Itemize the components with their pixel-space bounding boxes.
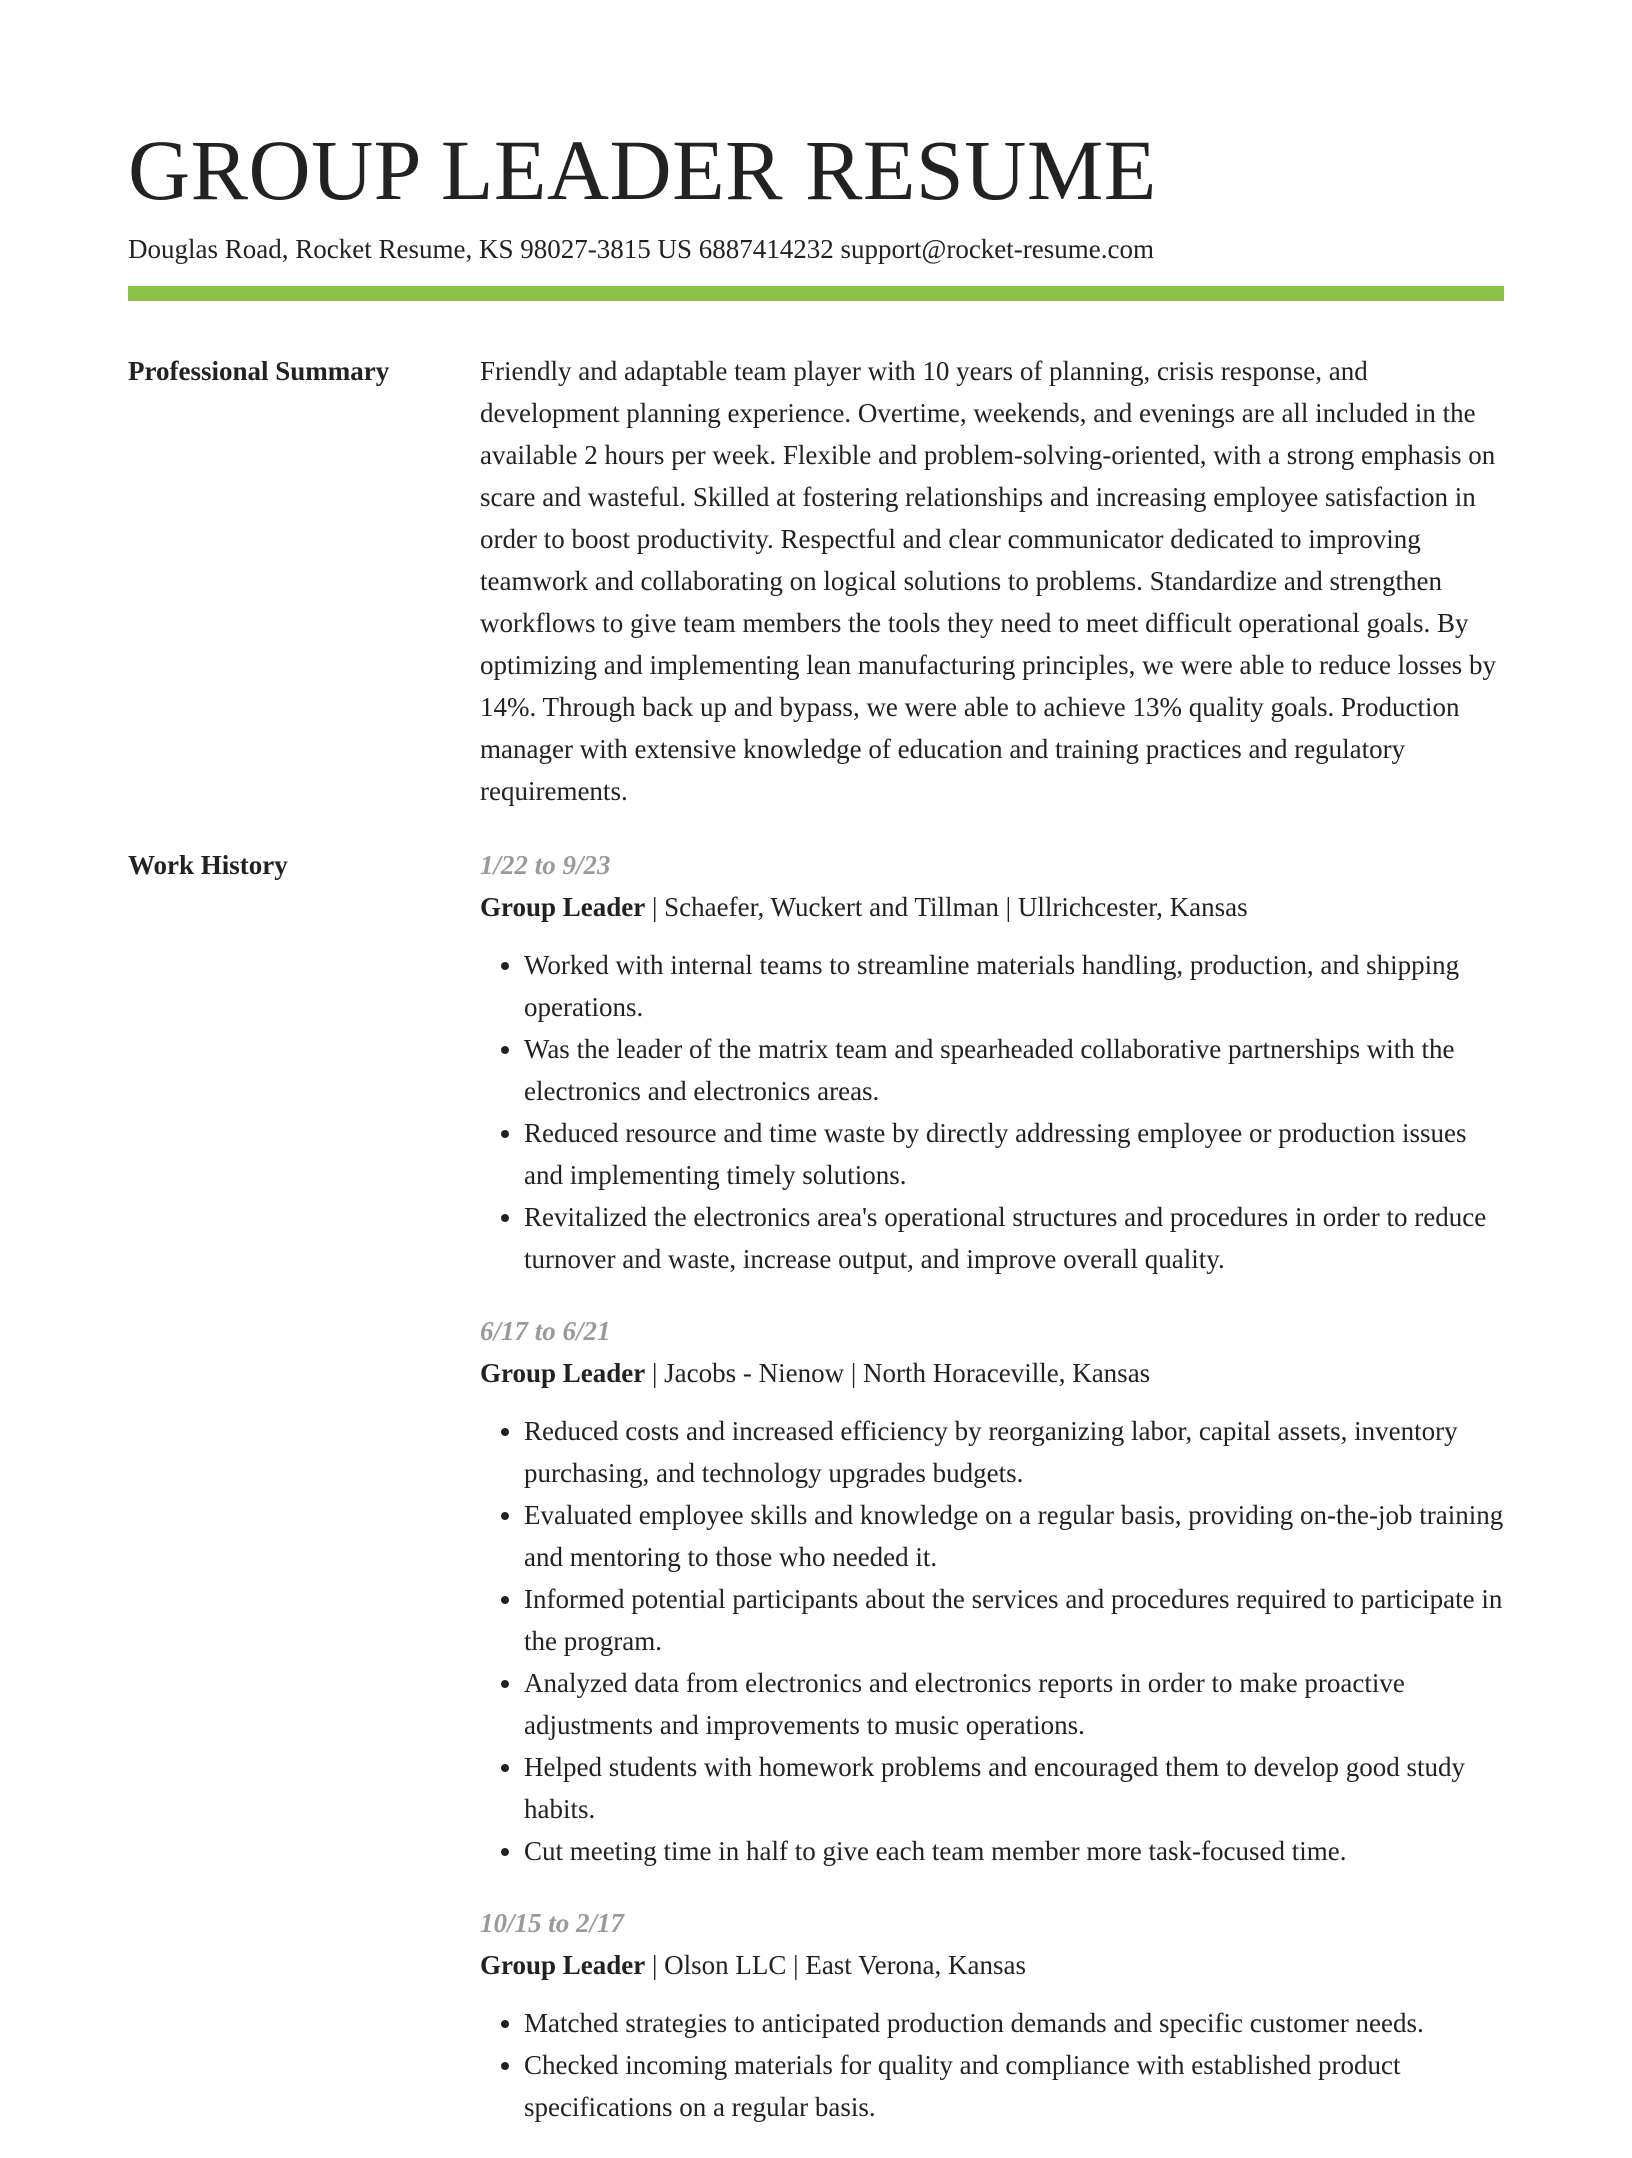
job-bullet: • Cut meeting time in half to give each team member more task-focused time. [524, 1830, 1504, 1872]
job-entry [480, 1310, 1504, 1872]
summary-text: Friendly and adaptable team player with 10 years of planning, crisis response, and development planning experience. Overtime, weekends, and evenings are all included in the available 2 hours per week. Flexible and problem-solving-oriented, with a strong emphasis on scare and wasteful. Skilled at fostering relationships and increasing employee satisfaction in order to boost productivity. Respectful and clear communicator dedicated to improving teamwork and collaborating on logical solutions to problems. Standardize and strengthen workflows to give team members the tools they need to meet difficult operational goals. By optimizing and implementing lean manufacturing principles, we were able to reduce losses by 14%. Through back up and bypass, we were able to achieve 13% quality goals. Production manager with extensive knowledge of education and training practices and regulatory requirements. [480, 356, 1496, 806]
contact-line: Douglas Road, Rocket Resume, KS 98027-3815 US 6887414232 support@rocket-resume.com [128, 234, 1154, 264]
job-entry [480, 1902, 1504, 2128]
job-dates: 6/17 to 6/21 [480, 1316, 611, 1346]
job-bullet: • Reduced resource and time waste by directly addressing employee or production issues and implementing timely solutions. [524, 1112, 1504, 1196]
job-title: Group Leader [480, 892, 646, 922]
job-employer-location: | Olson LLC | East Verona, Kansas [645, 1950, 1027, 1980]
job-bullet: • Informed potential participants about the services and procedures required to participate in the program. [524, 1578, 1504, 1662]
job-bullet-list [480, 1410, 1504, 1872]
job-bullet-list [480, 944, 1504, 1280]
job-employer-location: | Jacobs - Nienow | North Horaceville, Kansas [645, 1358, 1151, 1388]
summary-section [480, 350, 1504, 812]
job-title: Group Leader [480, 1950, 646, 1980]
job-heading [480, 1352, 1504, 1394]
work-history-heading: Work History [128, 850, 288, 880]
job-dates: 10/15 to 2/17 [480, 1908, 625, 1938]
accent-divider [128, 286, 1504, 301]
job-entry [480, 844, 1504, 1280]
job-bullet: • Helped students with homework problems and encouraged them to develop good study habits. [524, 1746, 1504, 1830]
job-bullet: • Analyzed data from electronics and electronics reports in order to make proactive adjustments and improvements to music operations. [524, 1662, 1504, 1746]
resume-title: GROUP LEADER RESUME [128, 122, 1157, 218]
job-title: Group Leader [480, 1358, 646, 1388]
job-dates: 1/22 to 9/23 [480, 850, 611, 880]
job-employer-location: | Schaefer, Wuckert and Tillman | Ullrichcester, Kansas [645, 892, 1248, 922]
job-bullet: • Matched strategies to anticipated production demands and specific customer needs. [524, 2002, 1504, 2044]
job-bullet: • Evaluated employee skills and knowledge on a regular basis, providing on-the-job training and mentoring to those who needed it. [524, 1494, 1504, 1578]
summary-heading: Professional Summary [128, 356, 390, 386]
job-bullet: • Checked incoming materials for quality and compliance with established product specifications on a regular basis. [524, 2044, 1504, 2128]
job-bullet-list [480, 2002, 1504, 2128]
job-bullet: • Was the leader of the matrix team and spearheaded collaborative partnerships with the electronics and electronics areas. [524, 1028, 1504, 1112]
job-bullet: • Worked with internal teams to streamline materials handling, production, and shipping operations. [524, 944, 1504, 1028]
job-bullet: • Revitalized the electronics area's operational structures and procedures in order to reduce turnover and waste, increase output, and improve overall quality. [524, 1196, 1504, 1280]
job-bullet: • Reduced costs and increased efficiency by reorganizing labor, capital assets, inventory purchasing, and technology upgrades budgets. [524, 1410, 1504, 1494]
job-heading [480, 1944, 1504, 1986]
work-history-section [480, 844, 1504, 2158]
job-heading [480, 886, 1504, 928]
